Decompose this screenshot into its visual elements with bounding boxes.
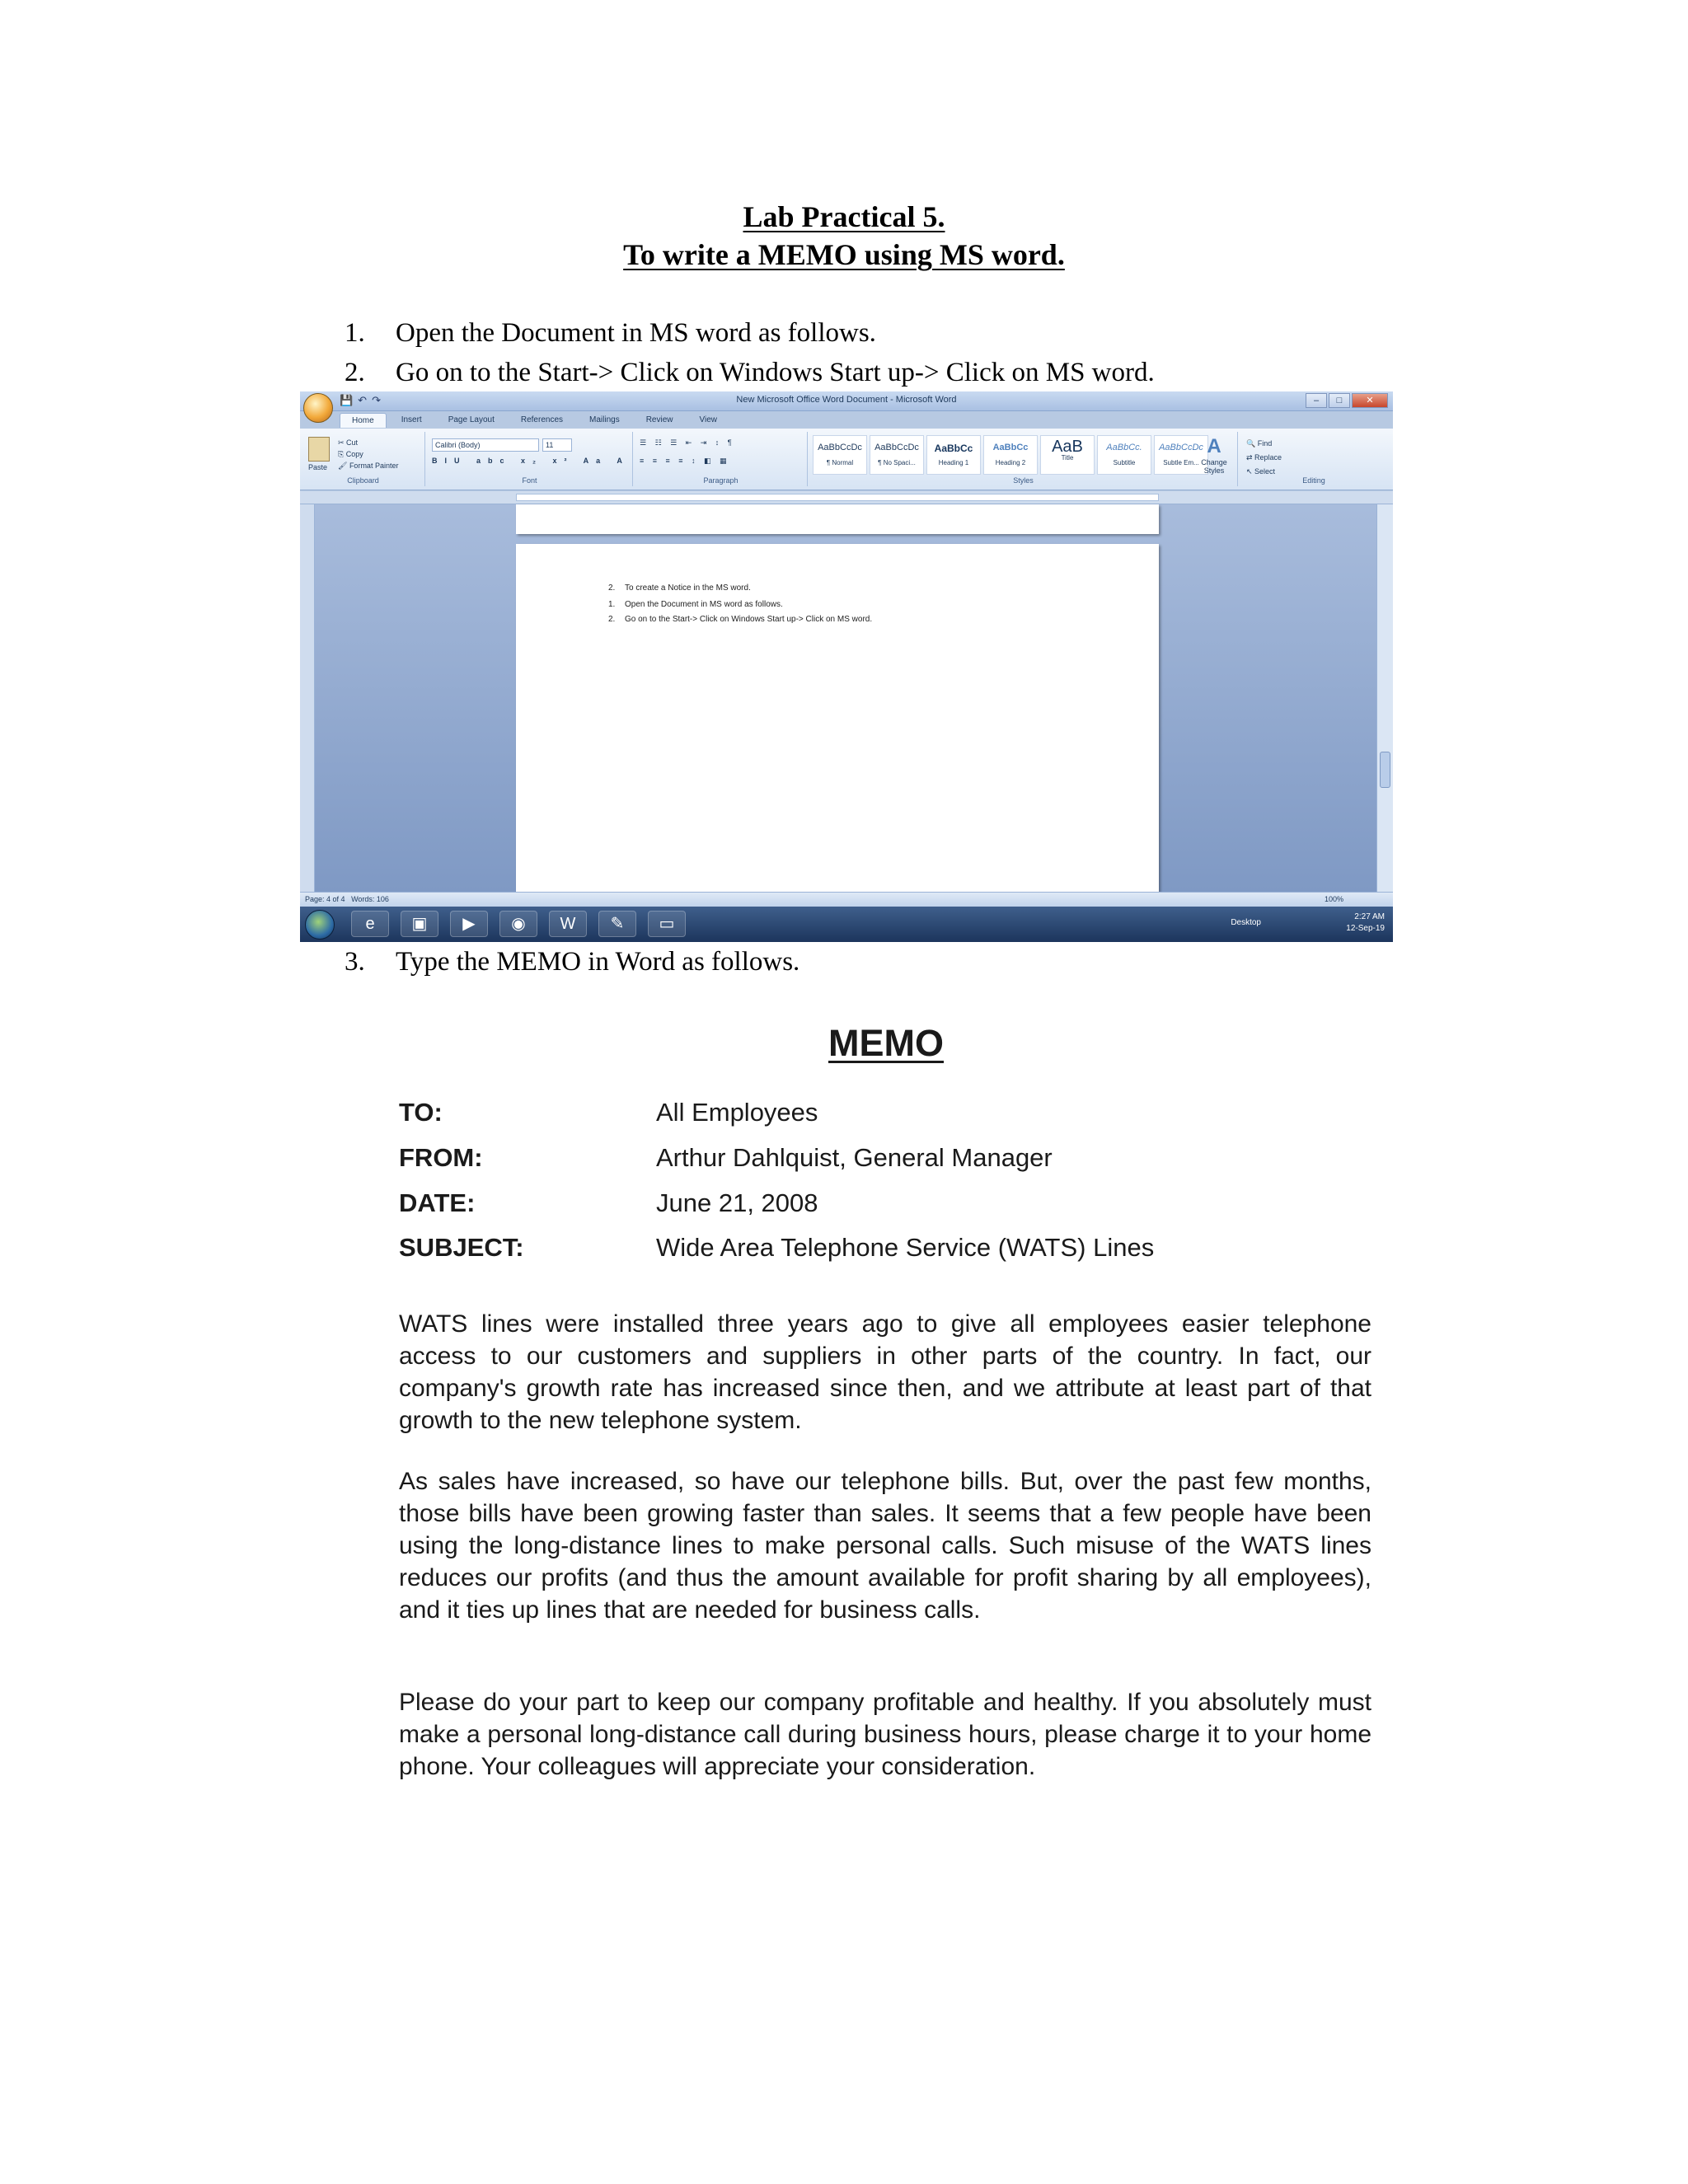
quick-access-toolbar[interactable]: 💾↶↷: [340, 394, 386, 406]
system-tray: [1231, 912, 1385, 935]
document-title: Lab Practical 5.: [743, 200, 945, 233]
step-3: [345, 944, 799, 979]
change-styles-button[interactable]: A Change Styles: [1201, 435, 1227, 475]
word-count[interactable]: Words: 106: [351, 895, 389, 903]
previous-page: [516, 504, 1159, 534]
paste-icon[interactable]: [308, 437, 330, 462]
style-gallery: [813, 435, 1208, 475]
taskbar-icons: [351, 911, 686, 937]
step-text: Type the MEMO in Word as follows.: [396, 947, 800, 977]
styles-group: [809, 432, 1238, 486]
vertical-scrollbar[interactable]: [1376, 504, 1393, 892]
media-player-icon[interactable]: ▶: [450, 911, 488, 937]
style-heading-1[interactable]: AaBbCc Heading 1: [926, 435, 981, 475]
font-label: Font: [522, 476, 537, 485]
field-label: FROM:: [399, 1143, 483, 1172]
vertical-ruler[interactable]: [300, 504, 315, 892]
paint-icon[interactable]: ✎: [598, 911, 636, 937]
field-value: June 21, 2008: [656, 1188, 818, 1217]
memo-heading: MEMO: [828, 1022, 944, 1064]
clipboard-label: Clipboard: [347, 476, 379, 485]
ribbon-tabs: [340, 413, 729, 428]
font-name-select[interactable]: Calibri (Body): [432, 438, 539, 452]
editing-items: [1246, 437, 1282, 479]
tab-view[interactable]: View: [699, 415, 717, 424]
window-title: New Microsoft Office Word Document - Microsoft Word: [736, 395, 957, 405]
select-button[interactable]: ↖ Select: [1246, 467, 1276, 476]
style-title[interactable]: AaB Title: [1040, 435, 1095, 475]
paste-button[interactable]: Paste: [308, 463, 328, 471]
minimize-button[interactable]: –: [1306, 393, 1327, 408]
editing-group: [1240, 432, 1388, 486]
step-number: 3.: [345, 947, 365, 977]
page-line: 1. Open the Document in MS word as follows.: [608, 600, 783, 609]
format-painter-button[interactable]: 🖌 Format Painter: [338, 462, 399, 470]
memo-paragraph-2: As sales have increased, so have our telephone bills. But, over the past few months, those bills have been growing faster than sales. It seems that a few people have been using the long-distance lines to make personal calls. Such misuse of the WATS lines reduces our profits (and thus the amount available for profit sharing by all employees), and it ties up lines that are needed for business calls.: [399, 1468, 1372, 1624]
paragraph-group: [635, 432, 808, 486]
word-title-bar: [300, 391, 1393, 411]
styles-label: Styles: [1013, 476, 1034, 485]
find-button[interactable]: 🔍 Find: [1246, 439, 1273, 448]
maximize-button[interactable]: □: [1329, 393, 1350, 408]
chrome-icon[interactable]: ◉: [499, 911, 537, 937]
page-line: 2. To create a Notice in the MS word.: [608, 583, 751, 593]
status-left: [305, 895, 389, 903]
replace-button[interactable]: ⇄ Replace: [1246, 453, 1282, 462]
window-icon[interactable]: ▭: [648, 911, 686, 937]
style-no-spacing[interactable]: AaBbCcDc ¶ No Spaci...: [870, 435, 924, 475]
field-value: All Employees: [656, 1098, 818, 1127]
memo-paragraph-3: Please do your part to keep our company profitable and healthy. If you absolutely must make a personal long-distance call during business hours, please charge it to your home phone. Your colleagues will appreciate your consideration.: [399, 1689, 1372, 1780]
scroll-thumb[interactable]: [1380, 752, 1390, 788]
step-text: Open the Document in MS word as follows.: [396, 318, 876, 348]
field-label: SUBJECT:: [399, 1233, 524, 1262]
folder-icon[interactable]: ▣: [401, 911, 438, 937]
cut-button[interactable]: ✂ Cut: [338, 438, 359, 447]
tab-review[interactable]: Review: [645, 415, 673, 424]
step-number: 2.: [345, 358, 365, 387]
step-2: [345, 355, 1155, 390]
tab-page-layout[interactable]: Page Layout: [448, 415, 495, 424]
horizontal-ruler[interactable]: [300, 491, 1393, 504]
style-heading-2[interactable]: AaBbCc Heading 2: [983, 435, 1038, 475]
tab-home[interactable]: Home: [340, 413, 387, 428]
clock[interactable]: 2:27 AM 12-Sep-19: [1346, 912, 1385, 933]
document-subtitle: To write a MEMO using MS word.: [623, 238, 1065, 271]
ribbon: [300, 429, 1393, 490]
field-value: Wide Area Telephone Service (WATS) Lines: [656, 1233, 1155, 1262]
step-1: [345, 316, 876, 350]
clipboard-items: [338, 437, 398, 471]
tab-references[interactable]: References: [520, 415, 564, 424]
clipboard-group: [302, 432, 425, 486]
memo-paragraph-1: WATS lines were installed three years ago to give all employees easier telephone access to our customers and suppliers in other parts of the country. In fact, our company's growth rate has increased since then, and we attribute at least part of that growth to the new telephone system.: [399, 1310, 1372, 1434]
zoom-level[interactable]: 100%: [1324, 895, 1343, 903]
document-page[interactable]: [516, 544, 1159, 892]
copy-button[interactable]: ⎘ Copy: [338, 450, 363, 458]
tab-mailings[interactable]: Mailings: [589, 415, 620, 424]
status-bar: [300, 892, 1393, 907]
style-normal[interactable]: AaBbCcDc ¶ Normal: [813, 435, 867, 475]
word-icon[interactable]: W: [549, 911, 587, 937]
field-label: TO:: [399, 1098, 443, 1127]
tab-insert[interactable]: Insert: [401, 415, 422, 424]
list-buttons[interactable]: ☰ ☷ ☰ ⇤ ⇥ ↕ ¶: [640, 438, 735, 447]
desktop-toolbar[interactable]: Desktop: [1231, 918, 1261, 927]
font-format-buttons[interactable]: BIU abc x₂ x² Aa A: [432, 457, 630, 465]
page-line: 2. Go on to the Start-> Click on Windows Start up-> Click on MS word.: [608, 615, 873, 624]
font-group: [427, 432, 633, 486]
field-value: Arthur Dahlquist, General Manager: [656, 1143, 1053, 1172]
window-controls: [1306, 393, 1388, 408]
ms-word-screenshot: [300, 391, 1393, 942]
start-button[interactable]: [305, 910, 335, 940]
windows-taskbar: [300, 907, 1393, 942]
memo: [396, 997, 1376, 1813]
paragraph-label: Paragraph: [703, 476, 738, 485]
office-button[interactable]: [303, 393, 333, 423]
internet-explorer-icon[interactable]: e: [351, 911, 389, 937]
style-subtle-emphasis[interactable]: AaBbCcDc Subtle Em...: [1154, 435, 1208, 475]
step-text: Go on to the Start-> Click on Windows Start up-> Click on MS word.: [396, 358, 1155, 387]
close-button[interactable]: ✕: [1352, 393, 1388, 408]
field-label: DATE:: [399, 1188, 476, 1217]
page-count[interactable]: Page: 4 of 4: [305, 895, 345, 903]
align-buttons[interactable]: ≡ ≡ ≡ ≡ ↕ ◧ ▦: [640, 457, 730, 465]
editing-label: Editing: [1302, 476, 1325, 485]
style-subtitle[interactable]: AaBbCc. Subtitle: [1097, 435, 1151, 475]
step-number: 1.: [345, 318, 365, 348]
font-size-select[interactable]: 11: [542, 438, 572, 452]
